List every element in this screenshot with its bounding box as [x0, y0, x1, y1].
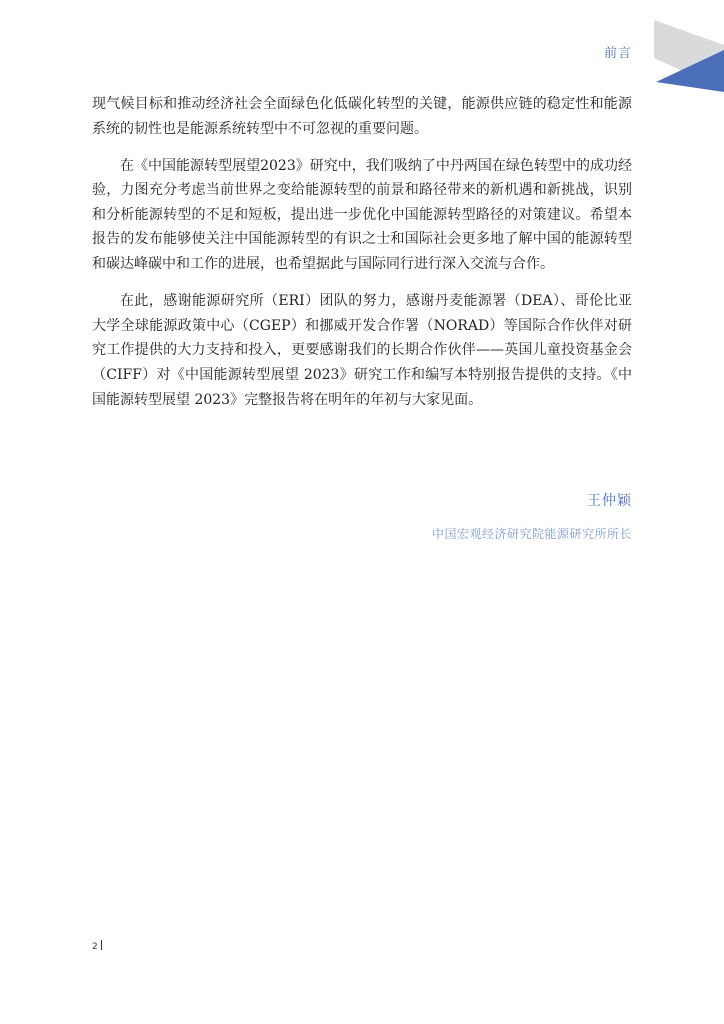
signature-title: 中国宏观经济研究院能源研究所所长: [431, 527, 632, 541]
paragraph-3: 在此，感谢能源研究所（ERI）团队的努力，感谢丹麦能源署（DEA）、哥伦比亚大学全球能源政策中心（CGEP）和挪威开发合作署（NORAD）等国际合作伙伴对研究工作提供的大力支持和投入，更要感谢我们的长期合作伙伴——英国儿童投资基金会（CIFF）对《中国能源转型展望 2023》研究工作和编写本特别报告提供的支持。《中国能源转型展望 2023》完整报告将在明年的年初与大家见面。: [92, 293, 632, 408]
page-number: [92, 940, 102, 952]
corner-decoration: [654, 0, 724, 110]
signature-name: 王仲颖: [587, 493, 632, 509]
page-number-value: 2: [92, 942, 98, 952]
page-number-divider: [101, 940, 102, 950]
body-text: [92, 92, 632, 425]
paragraph-2: 在《中国能源转型展望2023》研究中，我们吸纳了中丹两国在绿色转型中的成功经验，力图充分考虑当前世界之变给能源转型的前景和路径带来的新机遇和新挑战，识别和分析能源转型的不足和短板，提出进一步优化中国能源转型路径的对策建议。希望本报告的发布能够使关注中国能源转型的有识之士和国际社会更多地了解中国的能源转型和碳达峰碳中和工作的进展，也希望据此与国际同行进行深入交流与合作。: [92, 157, 632, 273]
section-title: 前言: [603, 46, 632, 61]
paragraph-1: 现气候目标和推动经济社会全面绿色化低碳化转型的关键，能源供应链的稳定性和能源系统的韧性也是能源系统转型中不可忽视的重要问题。: [92, 96, 632, 137]
